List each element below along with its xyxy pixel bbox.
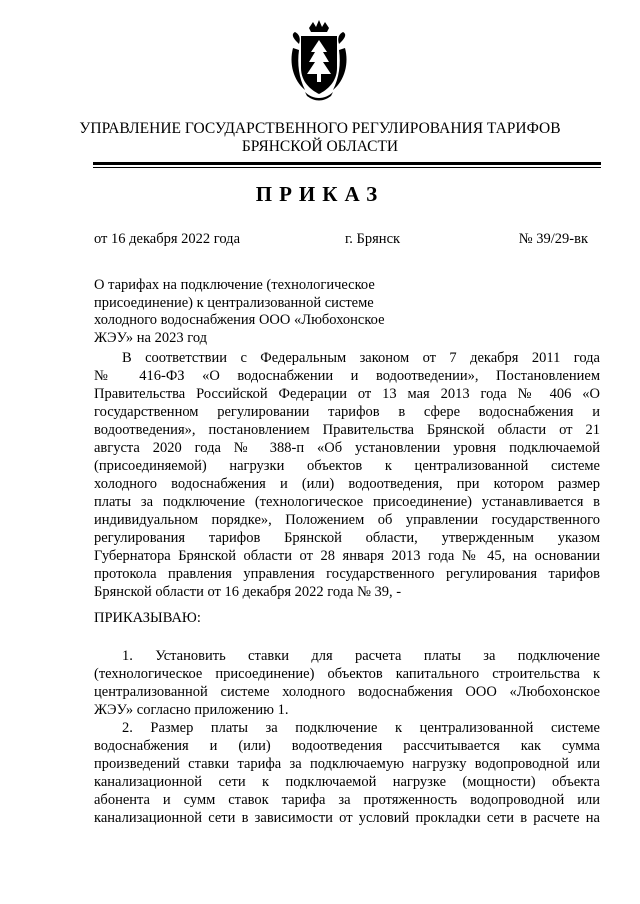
preamble-line: протокола правления управления государственного регулирования тарифов <box>94 566 600 582</box>
order-date: от 16 декабря 2022 года <box>94 231 240 247</box>
item2-line: канализационной сети в зависимости от условий прокладки сети в расчете на <box>94 810 600 826</box>
preamble-line: государственном регулировании тарифов в сфере водоснабжения и <box>94 404 600 420</box>
preamble-line: холодного водоснабжения и (или) водоотведения, при котором размер <box>94 476 600 492</box>
preamble-line: Брянской области от 16 декабря 2022 года № 39, - <box>94 584 402 600</box>
preamble-line: (присоединяемой) нагрузки объектов к централизованной системе <box>94 458 600 474</box>
organization-name-line1: УПРАВЛЕНИЕ ГОСУДАРСТВЕННОГО РЕГУЛИРОВАНИЯ ТАРИФОВ <box>79 120 561 137</box>
item2-line: 2. Размер платы за подключение к централизованной системе <box>122 720 600 736</box>
preamble-line: № 416-ФЗ «О водоснабжении и водоотведении», Постановлением <box>94 368 600 384</box>
subject-line: О тарифах на подключение (технологическое <box>94 277 375 293</box>
organization-name-line2: БРЯНСКОЙ ОБЛАСТИ <box>241 138 399 155</box>
header-divider-thin <box>93 167 601 168</box>
subject-line: присоединение) к централизованной системе <box>94 294 374 311</box>
order-number: № 39/29-вк <box>518 231 588 247</box>
item1-line: централизованной системе холодного водоснабжения ООО «Любохонское <box>94 684 600 700</box>
item1-line: (технологическое присоединение) объектов капитального строительства к <box>94 666 600 682</box>
preamble-line: августа 2020 года № 388-п «Об установлении уровня подключаемой <box>94 440 600 456</box>
preamble-line: Правительства Российской Федерации от 13 мая 2013 года № 406 «О <box>94 386 600 402</box>
preamble-line: Губернатора Брянской области от 28 января 2013 года № 45, на основании <box>94 548 600 564</box>
preamble-line: платы за подключение (технологическое присоединение) устанавливается в <box>94 494 600 510</box>
header-divider-thick <box>93 162 601 165</box>
preamble-line: регулирования тарифов Брянской области, утвержденным указом <box>94 530 600 546</box>
document-title: ПРИКАЗ <box>255 182 385 206</box>
subject-line: ЖЭУ» на 2023 год <box>94 329 208 346</box>
order-subject <box>94 277 414 347</box>
order-directive: ПРИКАЗЫВАЮ: <box>94 610 201 626</box>
item2-line: произведений ставки тарифа за подключаемую нагрузку водопроводной или <box>94 756 600 772</box>
item2-line: абонента и сумм ставок тарифа за протяженность водопроводной или <box>94 792 600 808</box>
coat-of-arms-emblem <box>287 18 351 102</box>
item1-line: ЖЭУ» согласно приложению 1. <box>94 702 289 718</box>
item1-line: 1. Установить ставки для расчета платы за подключение <box>122 648 600 664</box>
subject-line: холодного водоснабжения ООО «Любохонское <box>94 312 385 328</box>
item2-line: канализационной сети к подключаемой нагрузке (мощности) объекта <box>94 774 600 790</box>
preamble-line: водоотведения», постановлением Правительства Брянской области от 21 <box>94 422 600 438</box>
item2-line: водоснабжения и (или) водоотведения рассчитывается как сумма <box>94 738 600 754</box>
order-city: г. Брянск <box>345 231 401 247</box>
preamble-line: индивидуальном порядке», Положением об управлении государственного <box>94 512 600 528</box>
preamble-line: В соответствии с Федеральным законом от 7 декабря 2011 года <box>122 350 600 366</box>
